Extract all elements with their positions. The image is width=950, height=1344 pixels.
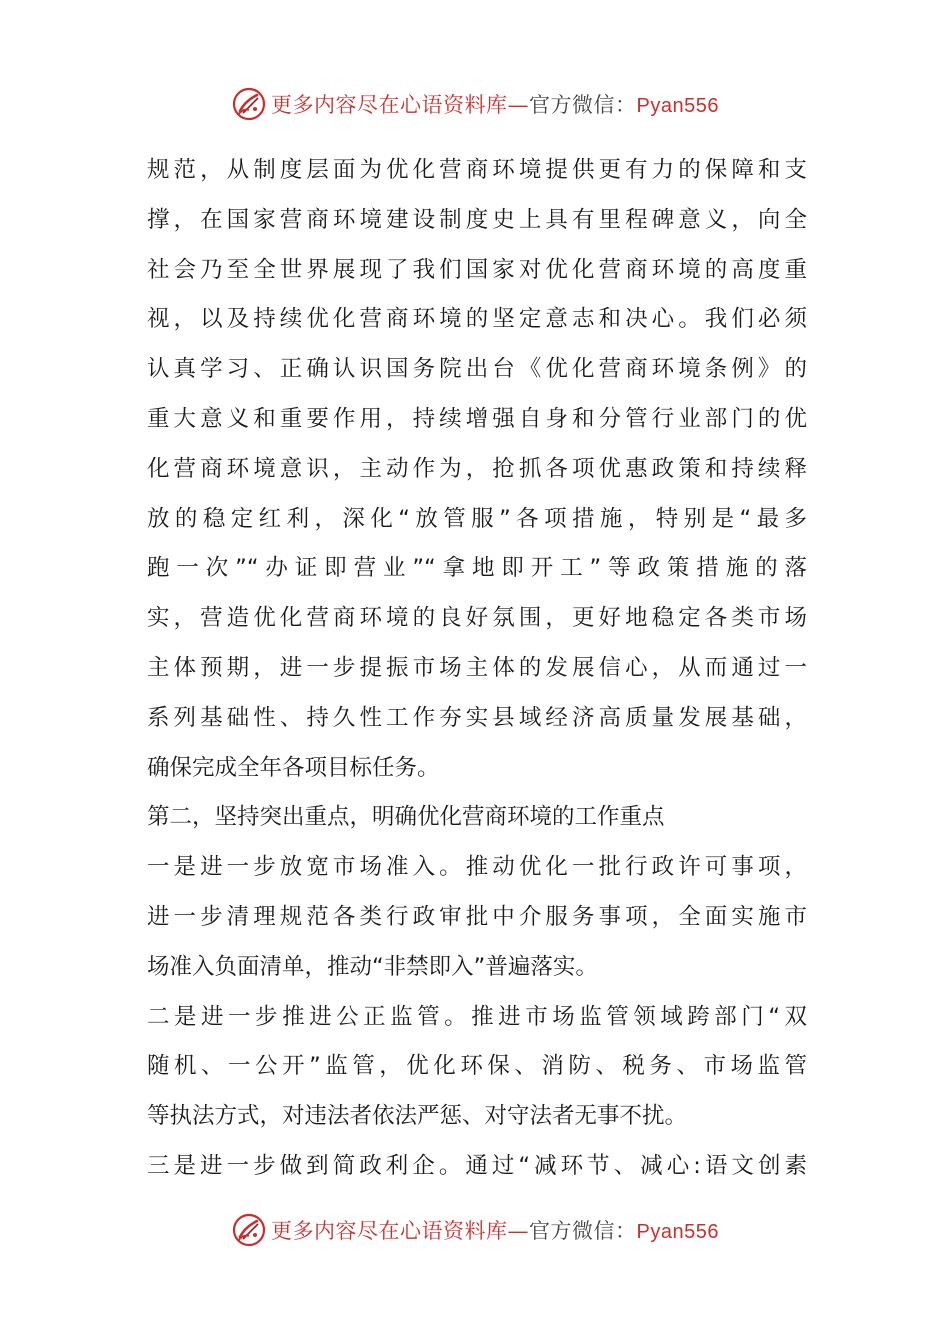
header-banner: [0, 84, 950, 124]
footer-wechat-id: Pyan556: [636, 1221, 719, 1243]
text-line: 等执法方式，对违法者依法严惩、对守法者无事不扰。: [147, 1103, 688, 1130]
text-line: 规范，从制度层面为优化营商环境提供更有力的保障和支: [147, 157, 807, 183]
text-line: 系列基础性、持久性工作夯实县域经济高质量发展基础，: [147, 704, 807, 731]
text-line: 放的稳定红利，深化“放管服”各项措施，特别是“最多: [147, 505, 807, 532]
footer-dash: —: [507, 1219, 530, 1243]
text-line: 场准入负面清单，推动“非禁即入”普遍落实。: [147, 953, 598, 980]
text-line: 一是进一步放宽市场准入。推动优化一批行政许可事项，: [147, 854, 807, 881]
text-line: 实，营造优化营商环境的良好氛围，更好地稳定各类市场: [147, 605, 807, 632]
text-line: 视，以及持续优化营商环境的坚定意志和决心。我们必须: [147, 306, 807, 333]
text-line: 认真学习、正确认识国务院出台《优化营商环境条例》的: [147, 356, 807, 383]
text-line: 随机、一公开”监管，优化环保、消防、税务、市场监管: [147, 1053, 807, 1080]
header-wechat-id: Pyan556: [636, 95, 719, 117]
footer-text: [271, 1215, 719, 1245]
text-line: 确保完成全年各项目标任务。: [147, 754, 440, 781]
header-wechat-label: 官方微信：: [529, 93, 637, 117]
header-dash: —: [507, 93, 530, 117]
text-line: 化营商环境意识，主动作为，抢抓各项优惠政策和持续释: [147, 455, 807, 482]
text-line: 第二，坚持突出重点，明确优化营商环境的工作重点: [147, 804, 665, 831]
footer-brand: 更多内容尽在心语资料库: [271, 1219, 508, 1243]
pen-logo-icon: [231, 1212, 267, 1248]
document-body: [147, 146, 807, 1192]
header-text: [271, 89, 719, 119]
text-line: 重大意义和重要作用，持续增强自身和分管行业部门的优: [147, 405, 807, 432]
text-line: 撑，在国家营商环境建设制度史上具有里程碑意义，向全: [147, 206, 807, 233]
text-line: 社会乃至全世界展现了我们国家对优化营商环境的高度重: [147, 256, 807, 283]
text-line: 跑一次”“办证即营业”“拿地即开工”等政策措施的落: [147, 555, 807, 582]
text-line: 进一步清理规范各类行政审批中介服务事项，全面实施市: [147, 903, 807, 930]
footer-wechat-label: 官方微信：: [529, 1219, 637, 1243]
header-brand: 更多内容尽在心语资料库: [271, 93, 508, 117]
footer-banner: [0, 1210, 950, 1250]
pen-logo-icon: [231, 86, 267, 122]
text-line: 二是进一步推进公正监管。推进市场监管领域跨部门“双: [147, 1003, 807, 1030]
text-line: 主体预期，进一步提振市场主体的发展信心，从而通过一: [147, 654, 807, 681]
text-line: 三是进一步做到简政利企。通过“减环节、减心:语文创素: [147, 1152, 807, 1179]
